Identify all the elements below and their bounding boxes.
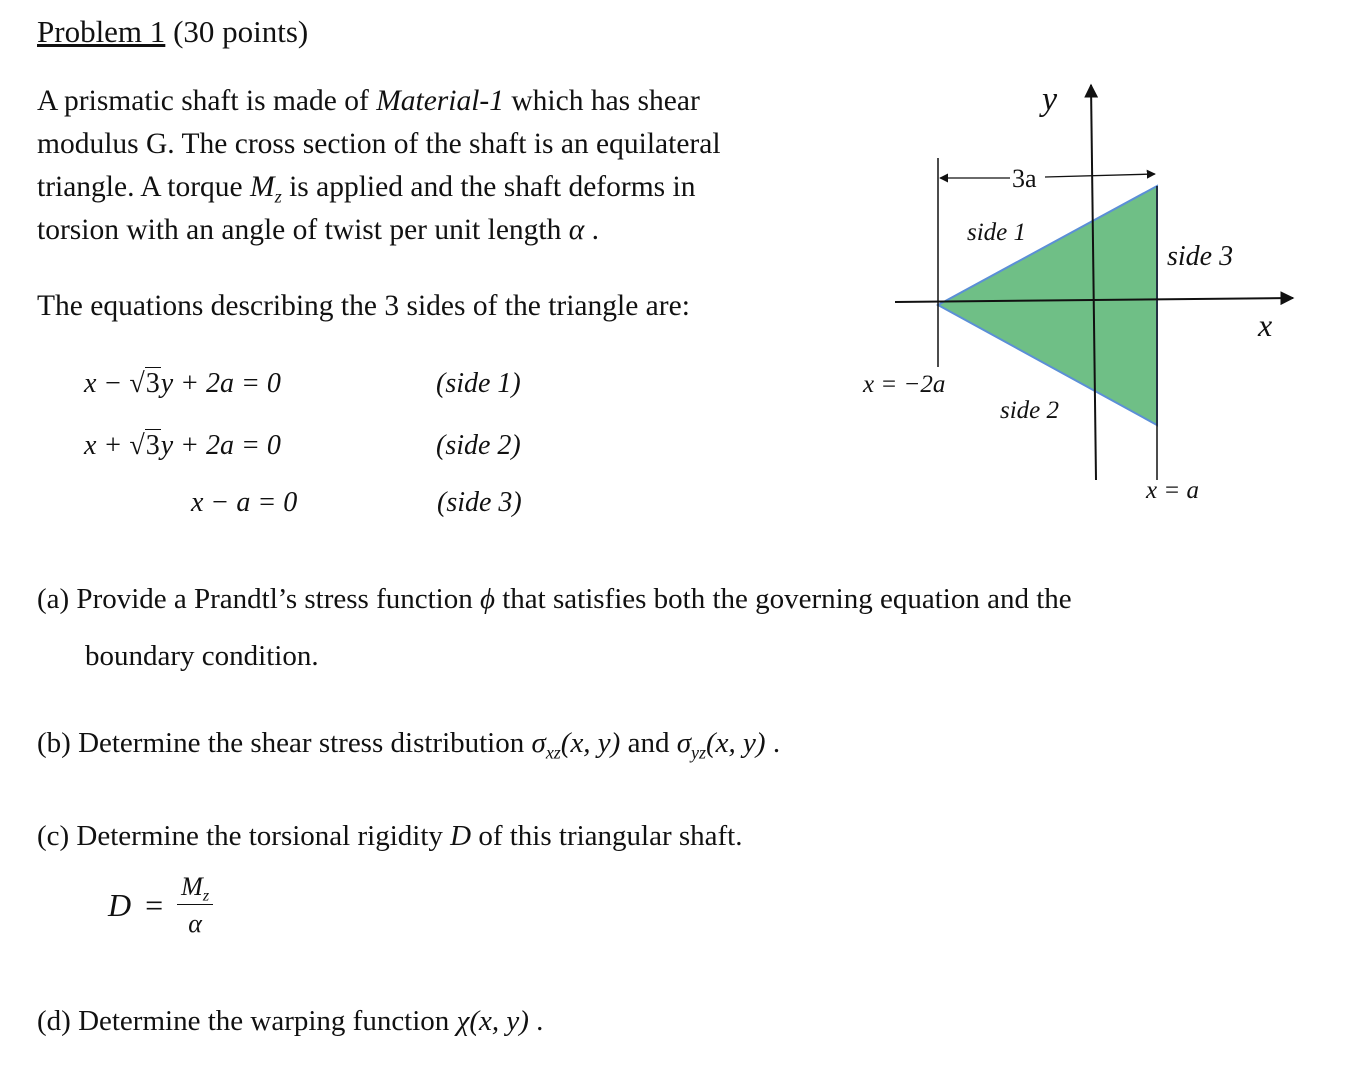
question-b: (b) Determine the shear stress distribution $\sigma_{xz}(x$, y) and $\sigma_{yz}(x$, y) .: [37, 727, 781, 763]
equation-label-side-3: (side 3): [437, 487, 522, 518]
problem-title: [37, 14, 308, 50]
alpha-symbol: α: [568, 214, 585, 246]
side-1-label: side 1: [967, 219, 1027, 246]
equation-side-3: x − a = 0: [191, 487, 298, 518]
equation-label-side-2: (side 2): [436, 430, 521, 461]
triangle-cross-section-figure: [850, 70, 1320, 530]
equation-side-2: x + √3y + 2a = 0: [84, 430, 281, 461]
equations-intro: The equations describing the 3 sides of the triangle are:: [37, 290, 690, 322]
equation-side-1: x − √3y + 2a = 0: [84, 368, 281, 399]
question-c: (c) Determine the torsional rigidity D of this triangular shaft.: [37, 820, 743, 852]
intro-line-1: A prismatic shaft is made of Material-1 which has shear: [37, 85, 700, 117]
question-a-line-2: boundary condition.: [85, 640, 319, 672]
chi-symbol: χ(x, y): [456, 1005, 529, 1037]
sigma-yz: $\sigma_{yz}(x$, y): [676, 727, 766, 763]
phi-symbol: ϕ: [479, 583, 495, 615]
intro-line-2: modulus G. The cross section of the shaft is an equilateral: [37, 128, 721, 160]
torque-symbol: $M_z$: [250, 171, 282, 207]
intro-line-3: triangle. A torque $M_z$ is applied and the shaft deforms in: [37, 171, 696, 207]
width-dimension-right: [1045, 174, 1155, 177]
equation-label-side-1: (side 1): [436, 368, 521, 399]
sigma-xz: $\sigma_{xz}(x$, y): [531, 727, 621, 763]
question-a-line-1: (a) Provide a Prandtl’s stress function ϕ that satisfies both the governing equation and the: [37, 583, 1072, 615]
side-2-label: side 2: [1000, 397, 1060, 424]
problem-points: (30 points): [173, 14, 309, 49]
question-d: (d) Determine the warping function χ(x, y) .: [37, 1005, 544, 1037]
side-3-label: side 3: [1167, 241, 1234, 272]
width-label: 3a: [1012, 164, 1037, 193]
right-line-label: x = a: [1146, 477, 1199, 504]
left-line-label: x = −2a: [863, 371, 946, 398]
intro-line-4: torsion with an angle of twist per unit length α .: [37, 214, 599, 246]
material-name: Material-1: [376, 85, 504, 117]
rigidity-formula: D = $\frac{M_z}{\alpha}$: [108, 872, 213, 939]
x-axis-label: x: [1258, 307, 1273, 343]
problem-number: Problem 1: [37, 14, 166, 49]
y-axis-label: y: [1042, 81, 1058, 118]
